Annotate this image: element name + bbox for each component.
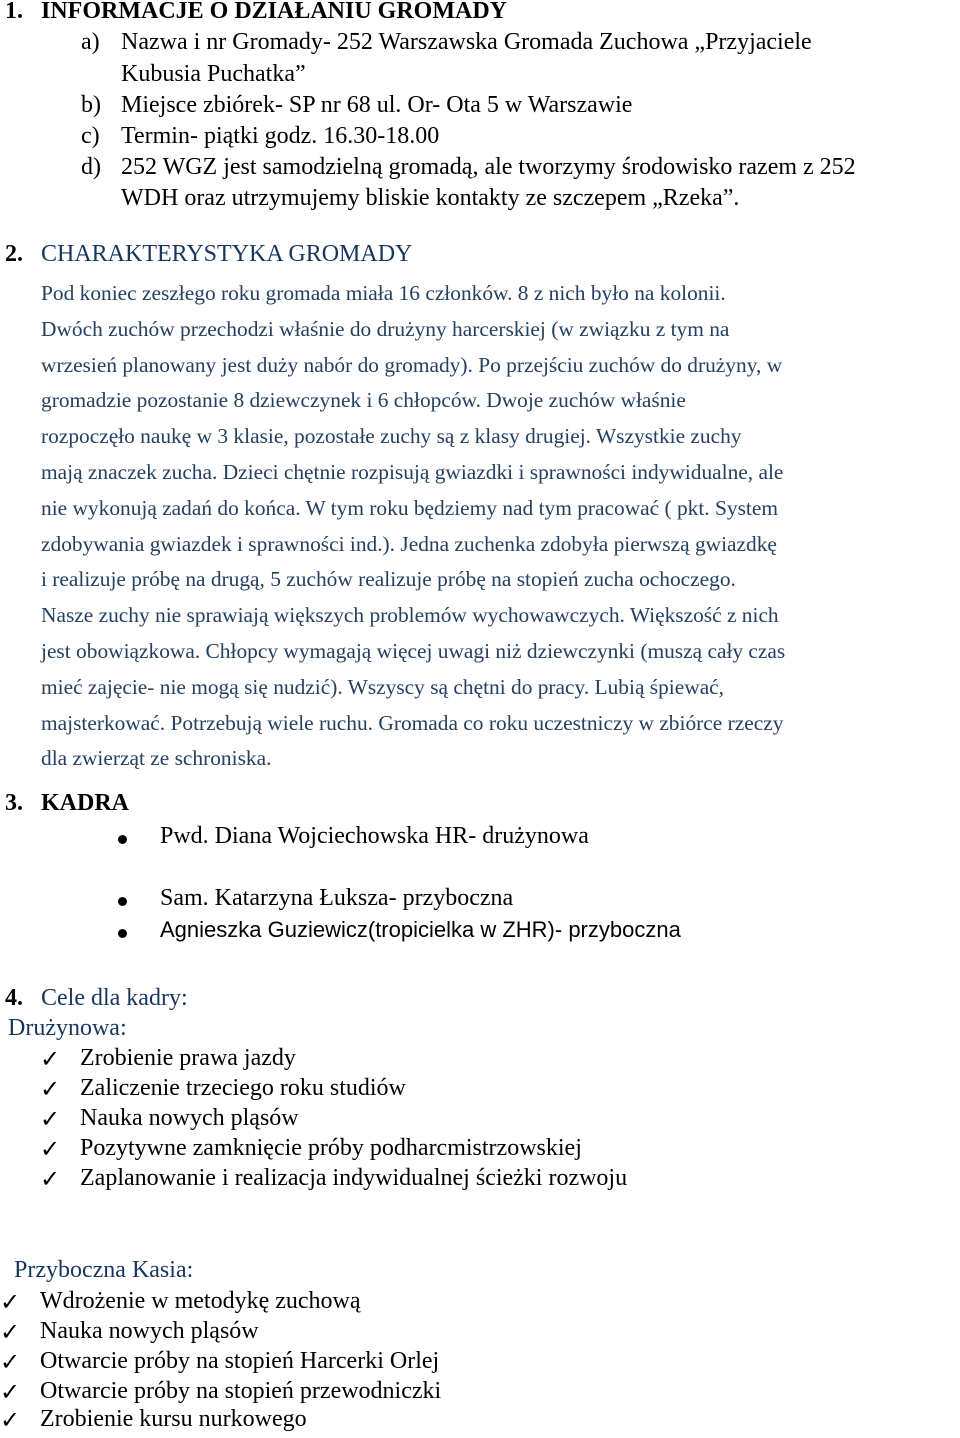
info-item-d: d) 252 WGZ jest samodzielną gromadą, ale tworzymy środowisko razem z 252	[81, 154, 856, 180]
section-2-paragraph: Pod koniec zeszłego roku gromada miała 16 członków. 8 z nich było na kolonii. Dwóch zuchów przechodzi właśnie do drużyny harcerskiej (w związku z tym na wrzesień planowany jest duży nabór do gromady). Po przejściu zuchów do drużyny, w gromadzie pozostanie 8 dziewczynek i 6 chłopców. Dwoje zuchów właśnie rozpoczęło naukę w 3 klasie, pozostałe zuchy są z klasy drugiej. Wszystkie zuchy mają znaczek zucha. Dzieci chętnie rozpisują gwiazdki i sprawności indywidualne, ale nie wykonują zadań do końca. W tym roku będziemy nad tym pracować ( pkt. System zdobywania gwiazdek i sprawności ind.). Jedna zuchenka zdobyła pierwszą gwiazdkę i realizuje próbę na drugą, 5 zuchów realizuje próbę na stopień zucha ochoczego. Nasze zuchy nie sprawiają większych problemów wychowawczych. Większość z nich jest obowiązkowa. Chłopcy wymagają więcej uwagi niż dziewczynki (muszą cały czas mieć zajęcie- nie mogą się nudzić). Wszyscy są chętni do pracy. Lubią śpiewać, majsterkować. Potrzebują wiele ruchu. Gromada co roku uczestniczy w zbiórce rzeczy dla zwierząt ze schroniska.	[41, 281, 786, 771]
check-mark-icon: ✓	[0, 1318, 21, 1346]
section-2-title: CHARAKTERYSTYKA GROMADY	[41, 241, 413, 267]
check-mark-icon: ✓	[0, 1348, 21, 1376]
section-4-title: Cele dla kadry:	[41, 985, 188, 1011]
section-3-title: KADRA	[41, 790, 129, 816]
check-mark-icon: ✓	[40, 1105, 61, 1133]
check-mark-icon: ✓	[0, 1288, 21, 1316]
info-item-d-cont: WDH oraz utrzymujemy bliskie kontakty ze szczepem „Rzeka”.	[121, 185, 740, 211]
section-4-heading	[5, 985, 188, 1012]
info-item-a-cont: Kubusia Puchatka”	[121, 61, 306, 87]
section-4-number: 4.	[5, 985, 23, 1011]
check-mark-icon: ✓	[40, 1075, 61, 1103]
check-mark-icon: ✓	[40, 1045, 61, 1073]
role-druzynowa: Drużynowa:	[8, 1015, 127, 1041]
info-item-c: c) Termin- piątki godz. 16.30-18.00	[81, 123, 440, 149]
info-item-a: a) Nazwa i nr Gromady- 252 Warszawska Gromada Zuchowa „Przyjaciele	[81, 29, 812, 55]
bullet-dot-icon	[118, 897, 127, 906]
section-3-number: 3.	[5, 790, 23, 816]
check-mark-icon: ✓	[40, 1135, 61, 1163]
section-1-title: INFORMACJE O DZIAŁANIU GROMADY	[41, 0, 507, 24]
bullet-dot-icon	[118, 835, 127, 844]
check-mark-icon: ✓	[0, 1378, 21, 1406]
section-1-number: 1.	[5, 0, 23, 24]
bullet-dot-icon	[118, 929, 127, 938]
role-przyboczna-kasia: Przyboczna Kasia:	[14, 1257, 194, 1283]
check-mark-icon: ✓	[0, 1406, 21, 1434]
section-2-number: 2.	[5, 241, 23, 267]
section-1-heading	[5, 0, 507, 25]
info-item-b: b) Miejsce zbiórek- SP nr 68 ul. Or- Ota 5 w Warszawie	[81, 92, 633, 118]
section-2-heading	[5, 241, 412, 268]
check-mark-icon: ✓	[40, 1165, 61, 1193]
section-3-heading	[5, 790, 129, 817]
